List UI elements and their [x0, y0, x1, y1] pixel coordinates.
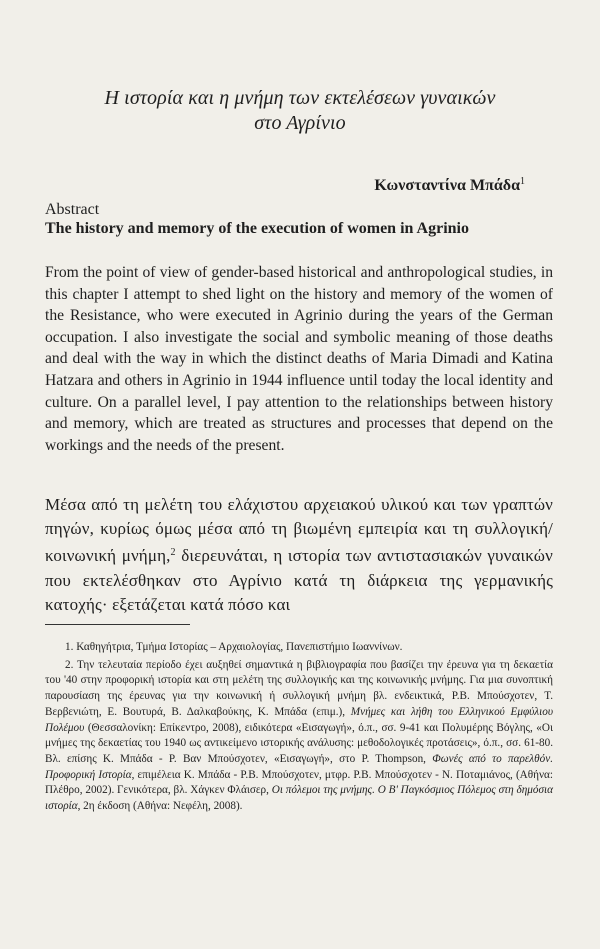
footnotes [45, 640, 553, 815]
body-text-part-1: Μέσα από τη μελέτη του ελάχιστου αρχειακού υλικού και των γραπτών πηγών, κυρίως όμως μέσα από τη βιωμένη εμπειρία και τη συλλογική/κοινωνική μνήμη, [45, 495, 553, 566]
abstract-label: Abstract [45, 201, 100, 218]
footnote-2-text-1: 2. Την τελευταία περίοδο έχει αυξηθεί σημαντικά η βιβλιογραφία που βασίζει την έρευνα για τη δεκαετία του '40 στην προφορική ιστορία και στη μελέτη της συλλογικής και της κοινωνικής μνήμης. Για μια συνοπτική παρουσίαση της έρευνας για την κοινωνική ή συλλογική μνήμη βλ. ενδεικτικά, Ρ.Β. Μπούσχοτεν, Τ. Βερβενιώτη, Ε. Βουτυρά, Β. Δαλκαβούκης, Κ. Μπάδα (επιμ.), [45, 658, 553, 718]
body-paragraph [45, 493, 553, 617]
chapter-title-line-1: Η ιστορία και η μνήμη των εκτελέσεων γυναικών [104, 87, 496, 109]
footnote-2-book-title-3: Οι πόλεμοι της μνήμης. Ο Β' Παγκόσμιος Πόλεμος στη δημόσια ιστορία [45, 784, 553, 813]
author-name [374, 176, 525, 195]
chapter-title-line-2: στο Αγρίνιο [254, 112, 346, 134]
abstract-title: The history and memory of the execution of women in Agrinio [45, 220, 469, 237]
body-text-part-2: διερευνάται, η ιστορία των αντιστασιακών γυναικών που εκτελέσθηκαν στο Αγρίνιο κατά τη διάρκεια της γερμανικής κατοχής· εξετάζεται κατά πόσο και [45, 546, 553, 614]
body-footnote-mark: 2 [170, 547, 176, 559]
footnote-2-book-title-2: Φωνές από το παρελθόν. Προφορική Ιστορία [45, 752, 553, 781]
footnote-2-book-title-1: Μνήμες και λήθη του Ελληνικού Εμφύλιου Πολέμου [45, 705, 553, 734]
chapter-title [40, 86, 560, 136]
footnote-1: 1. Καθηγήτρια, Τμήμα Ιστορίας – Αρχαιολογίας, Πανεπιστήμιο Ιωαννίνων. [65, 641, 403, 653]
footnote-2-text-3: , επιμέλεια Κ. Μπάδα - Ρ.Β. Μπούσχοτεν, μτφρ. Ρ.Β. Μπούσχοτεν - Ν. Ποταμιάνος, (Αθήνα: Πλέθρο, 2002). Γενικότερα, βλ. Χάγκεν Φλάισερ, [45, 768, 553, 797]
abstract-paragraph: From the point of view of gender-based historical and anthropological studies, in this chapter I attempt to shed light on the history and memory of the women of the Resistance, who were executed in Agrinio during the years of the German occupation. I also investigate the social and symbolic meaning of those deaths and deal with the way in which the distinct deaths of Maria Dimadi and Katina Hatzara and others in Agrinio in 1944 influence until today the local identity and culture. On a parallel level, I pay attention to the relationships between history and memory, which are treated as structures and processes that depend on the workings and the needs of the present. [45, 264, 553, 454]
footnote-2-text-4: , 2η έκδοση (Αθήνα: Νεφέλη, 2008). [77, 800, 243, 813]
author-footnote-mark: 1 [520, 176, 525, 187]
footnote-2-text-2: (Θεσσαλονίκη: Επίκεντρο, 2008), ειδικότερα «Εισαγωγή», ό.π., σσ. 9-41 και Πολυμέρης Βόγλης, «Οι μνήμες της δεκαετίας του 1940 ως αντικείμενο ιστορικής ανάλυσης: μεθοδολογικές προτάσεις», ό.π., σσ. 61-80. Βλ. επίσης Κ. Μπάδα - Ρ. Βαν Μπούσχοτεν, «Εισαγωγή», στο P. Thompson, [45, 721, 553, 765]
footnote-divider [45, 624, 190, 625]
footnote-2 [45, 658, 553, 815]
author-name-text: Κωνσταντίνα Μπάδα [374, 177, 520, 194]
